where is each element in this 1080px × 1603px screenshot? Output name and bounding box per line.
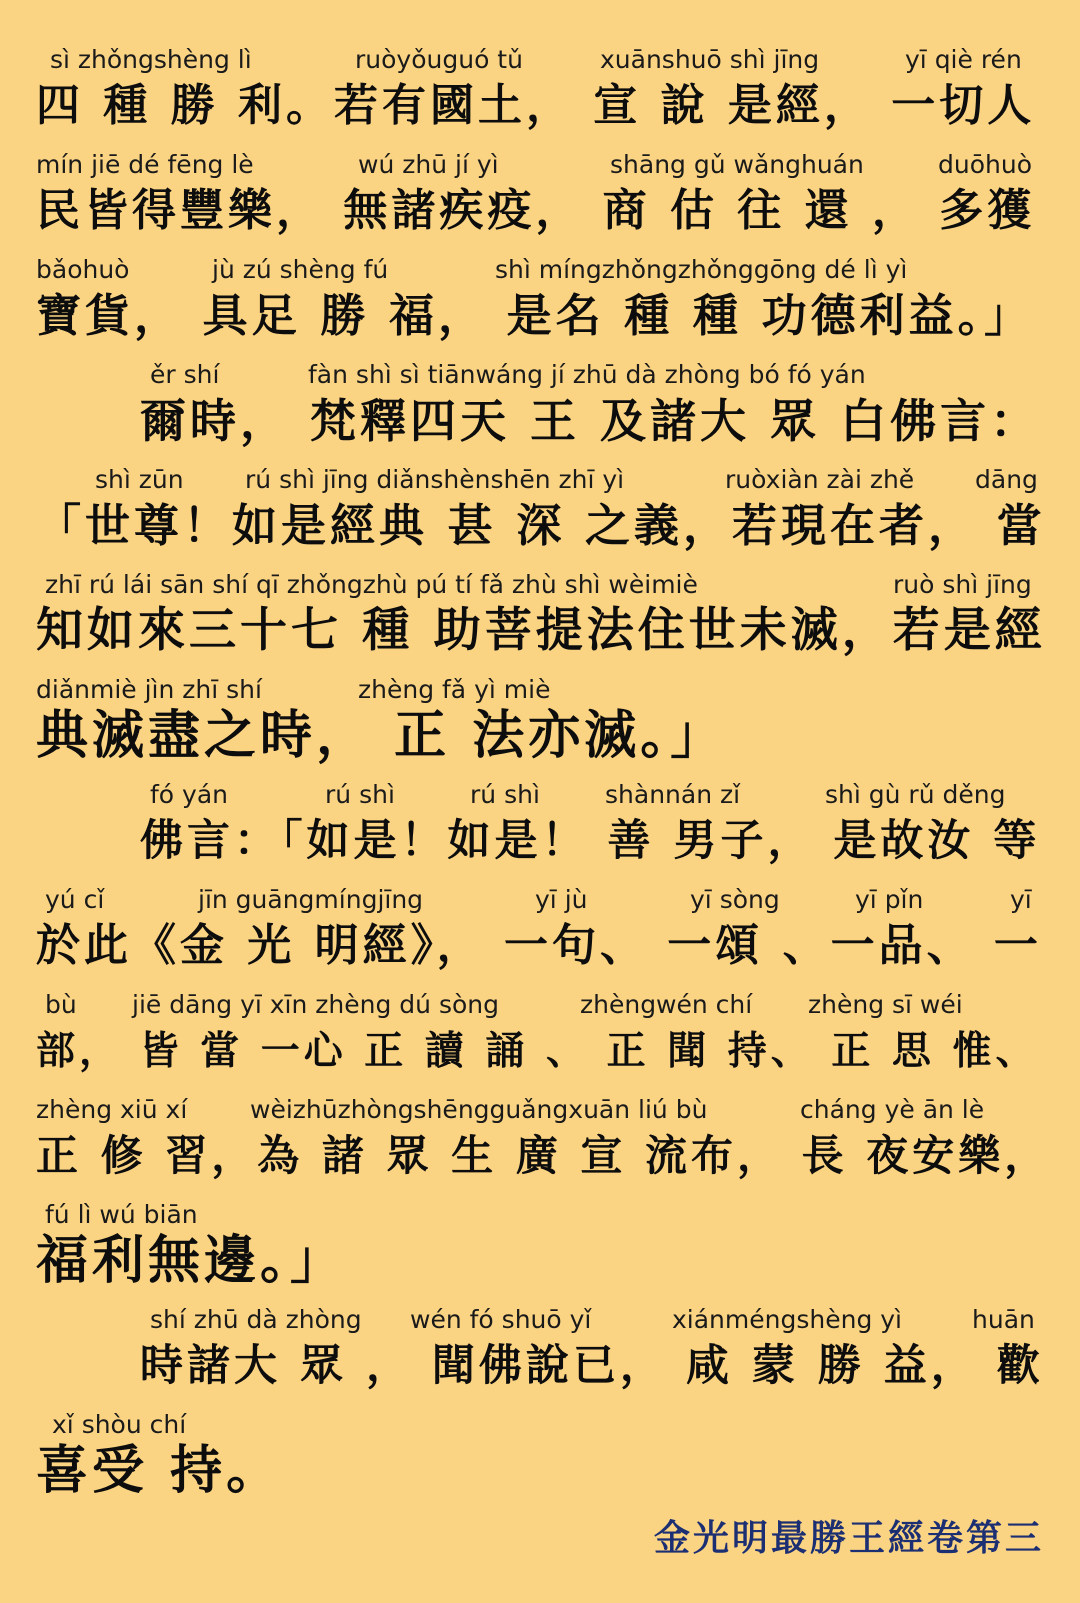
hanzi-row: 寶貨， 具足 勝 福， 是名 種 種 功德利益。」: [36, 289, 1034, 342]
hanzi-row: 爾時， 梵釋四天 王 及諸大 眾 白佛言：: [140, 394, 1041, 448]
pinyin-group: jiē dāng yī xīn zhèng dú sòng: [132, 990, 499, 1019]
pinyin-group: fó yán: [150, 780, 229, 809]
pinyin-group: fú lì wú biān: [45, 1200, 198, 1229]
hanzi-row: 四 種 勝 利。若有國土， 宣 說 是經， 一切人: [36, 80, 1036, 131]
hanzi-row: 喜受 持。: [36, 1440, 283, 1501]
pinyin-group: rú shì jīng diǎnshènshēn zhī yì: [245, 465, 625, 494]
pinyin-group: yú cǐ: [45, 885, 105, 914]
text-line-3: [0, 250, 1080, 354]
text-line-12: [0, 1195, 1080, 1299]
pinyin-group: yī pǐn: [855, 885, 924, 914]
hanzi-row: 典滅盡之時， 正 法亦滅。」: [36, 705, 727, 766]
pinyin-group: yī: [1010, 885, 1032, 914]
pinyin-group: xiánméngshèng yì: [672, 1305, 903, 1334]
text-line-4: [0, 355, 1080, 459]
pinyin-group: zhèngwén chí: [580, 990, 753, 1019]
pinyin-group: zhèng sī wéi: [808, 990, 963, 1019]
hanzi-row: 部， 皆 當 一心 正 讀 誦 、 正 聞 持、 正 思 惟、: [36, 1028, 1039, 1074]
hanzi-row: 民皆得豐樂， 無諸疾疫， 商 估 往 還 ， 多獲: [36, 185, 1036, 236]
pinyin-group: dāng: [975, 465, 1038, 494]
pinyin-group: wú zhū jí yì: [358, 150, 499, 179]
pinyin-group: shì gù rǔ děng: [825, 780, 1006, 809]
pinyin-group: zhèng fǎ yì miè: [358, 675, 551, 704]
pinyin-group: zhī rú lái sān shí qī zhǒngzhù pú tí fǎ zhù shì wèimiè: [45, 570, 698, 599]
text-line-8: [0, 775, 1080, 879]
pinyin-group: ěr shí: [150, 360, 220, 389]
pinyin-group: yī jù: [535, 885, 588, 914]
pinyin-group: shì míngzhǒngzhǒnggōng dé lì yì: [495, 255, 908, 284]
pinyin-group: zhèng xiū xí: [36, 1095, 188, 1124]
pinyin-group: huān: [972, 1305, 1035, 1334]
hanzi-row: 知如來三十七 種 助菩提法住世未滅，若是經: [36, 603, 1046, 658]
hanzi-row: 福利無邊。」: [36, 1230, 347, 1291]
text-line-1: [0, 40, 1080, 144]
pinyin-group: duōhuò: [938, 150, 1032, 179]
pinyin-group: ruòxiàn zài zhě: [725, 465, 915, 494]
hanzi-row: 正 修 習，為 諸 眾 生 廣 宣 流布， 長 夜安樂，: [36, 1131, 1051, 1180]
pinyin-group: mín jiē dé fēng lè: [36, 150, 254, 179]
pinyin-group: bǎohuò: [36, 255, 130, 284]
text-line-11: [0, 1090, 1080, 1194]
pinyin-group: wén fó shuō yǐ: [410, 1305, 592, 1334]
pinyin-group: jù zú shèng fú: [212, 255, 389, 284]
pinyin-group: shànnán zǐ: [605, 780, 741, 809]
pinyin-group: rú shì: [470, 780, 540, 809]
pinyin-group: shāng gǔ wǎnghuán: [610, 150, 864, 179]
text-line-9: [0, 880, 1080, 984]
pinyin-group: xǐ shòu chí: [52, 1410, 187, 1439]
text-line-2: [0, 145, 1080, 249]
text-line-6: [0, 565, 1080, 669]
pinyin-group: ruò shì jīng: [893, 570, 1032, 599]
hanzi-row: 「世尊！如是經典 甚 深 之義，若現在者， 當: [36, 499, 1046, 552]
pinyin-group: jīn guāngmíngjīng: [198, 885, 424, 914]
hanzi-row: 佛言：「如是！如是！ 善 男子， 是故汝 等: [140, 816, 1041, 866]
hanzi-row: 於此《金 光 明經》， 一句、 一頌 、一品、 一: [36, 920, 1042, 971]
pinyin-group: sì zhǒngshèng lì: [50, 45, 252, 74]
text-line-13: [0, 1300, 1080, 1404]
scroll-title: 金光明最勝王經卷第三: [653, 1517, 1044, 1559]
pinyin-group: diǎnmiè jìn zhī shí: [36, 675, 262, 704]
text-line-10: [0, 985, 1080, 1089]
pinyin-group: yī qiè rén: [905, 45, 1022, 74]
pinyin-group: cháng yè ān lè: [800, 1095, 985, 1124]
pinyin-group: xuānshuō shì jīng: [600, 45, 820, 74]
pinyin-group: wèizhūzhòngshēngguǎngxuān liú bù: [250, 1095, 708, 1124]
pinyin-group: shí zhū dà zhòng: [150, 1305, 362, 1334]
pinyin-group: shì zūn: [95, 465, 184, 494]
text-line-14: [0, 1405, 1080, 1509]
pinyin-group: yī sòng: [690, 885, 780, 914]
text-line-5: [0, 460, 1080, 564]
text-line-7: [0, 670, 1080, 774]
hanzi-row: 時諸大 眾 ， 聞佛說已， 咸 蒙 勝 益， 歡: [140, 1341, 1044, 1391]
pinyin-group: bù: [45, 990, 77, 1019]
pinyin-group: ruòyǒuguó tǔ: [355, 45, 523, 74]
pinyin-group: fàn shì sì tiānwáng jí zhū dà zhòng bó fó yán: [308, 360, 866, 389]
pinyin-group: rú shì: [325, 780, 395, 809]
